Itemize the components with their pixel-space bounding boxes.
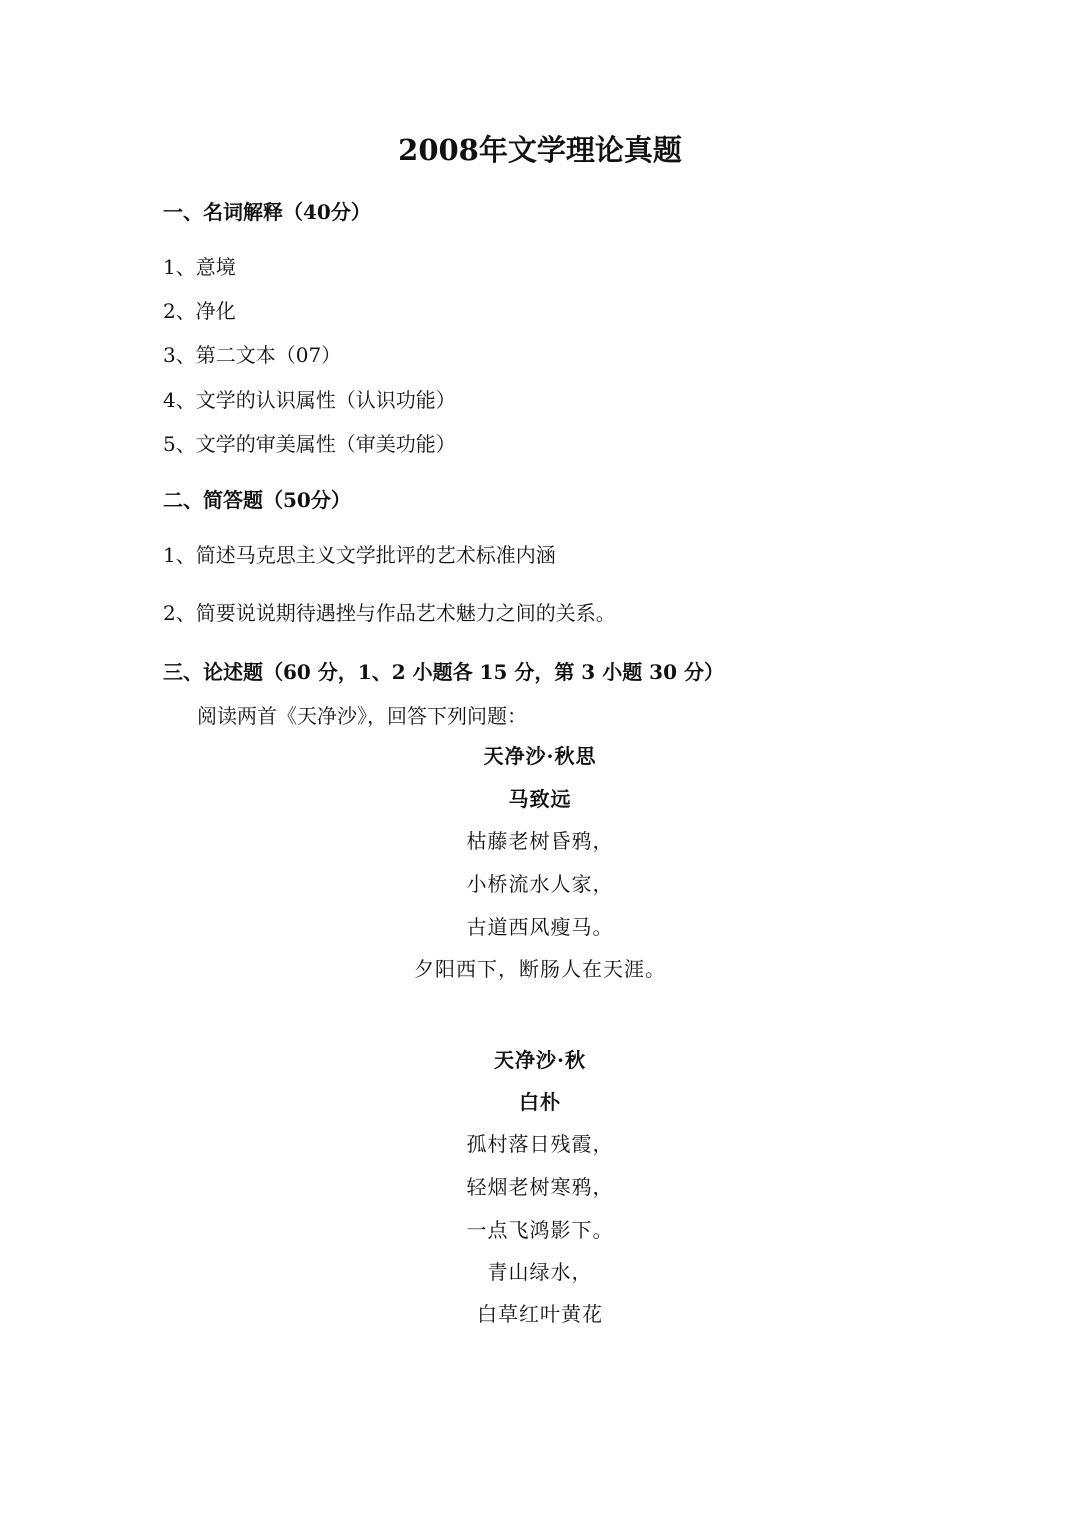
section-1-item-2: 2、净化 [163,299,236,323]
poem-1-title: 天净沙·秋思 [483,744,597,768]
section-1-item-4: 4、文学的认识属性（认识功能） [163,388,456,412]
section-2-heading: 二、简答题（50分） [163,488,351,512]
document-title: 2008年文学理论真题 [398,133,682,167]
poem-2-line-1: 孤村落日残霞， [466,1132,614,1156]
poem-1-author: 马致远 [508,787,572,811]
section-2-item-1: 1、简述马克思主义文学批评的艺术标准内涵 [163,543,556,567]
poem-2-author: 白朴 [519,1090,561,1114]
poem-2-title: 天净沙·秋 [494,1048,586,1072]
section-1-item-3: 3、第二文本（07） [163,343,342,367]
section-2-item-2: 2、简要说说期待遇挫与作品艺术魅力之间的关系。 [163,601,616,625]
poem-2-line-4: 青山绿水， [487,1260,593,1284]
poem-2-line-2: 轻烟老树寒鸦， [466,1175,614,1199]
poem-2-line-3: 一点飞鸿影下。 [466,1218,614,1242]
poem-1-line-4: 夕阳西下，断肠人在天涯。 [414,957,666,981]
section-3-intro: 阅读两首《天净沙》，回答下列问题： [197,704,527,728]
poem-2-line-5: 白草红叶黄花 [477,1302,603,1326]
poem-1-line-3: 古道西风瘦马。 [466,915,614,939]
poem-1-line-1: 枯藤老树昏鸦， [466,829,614,853]
section-1-item-5: 5、文学的审美属性（审美功能） [163,432,456,456]
poem-1-line-2: 小桥流水人家， [466,872,614,896]
section-1-item-1: 1、意境 [163,255,236,279]
section-3-heading: 三、论述题（60 分，1、2 小题各 15 分，第 3 小题 30 分） [163,660,724,684]
section-1-heading: 一、名词解释（40分） [163,200,371,224]
